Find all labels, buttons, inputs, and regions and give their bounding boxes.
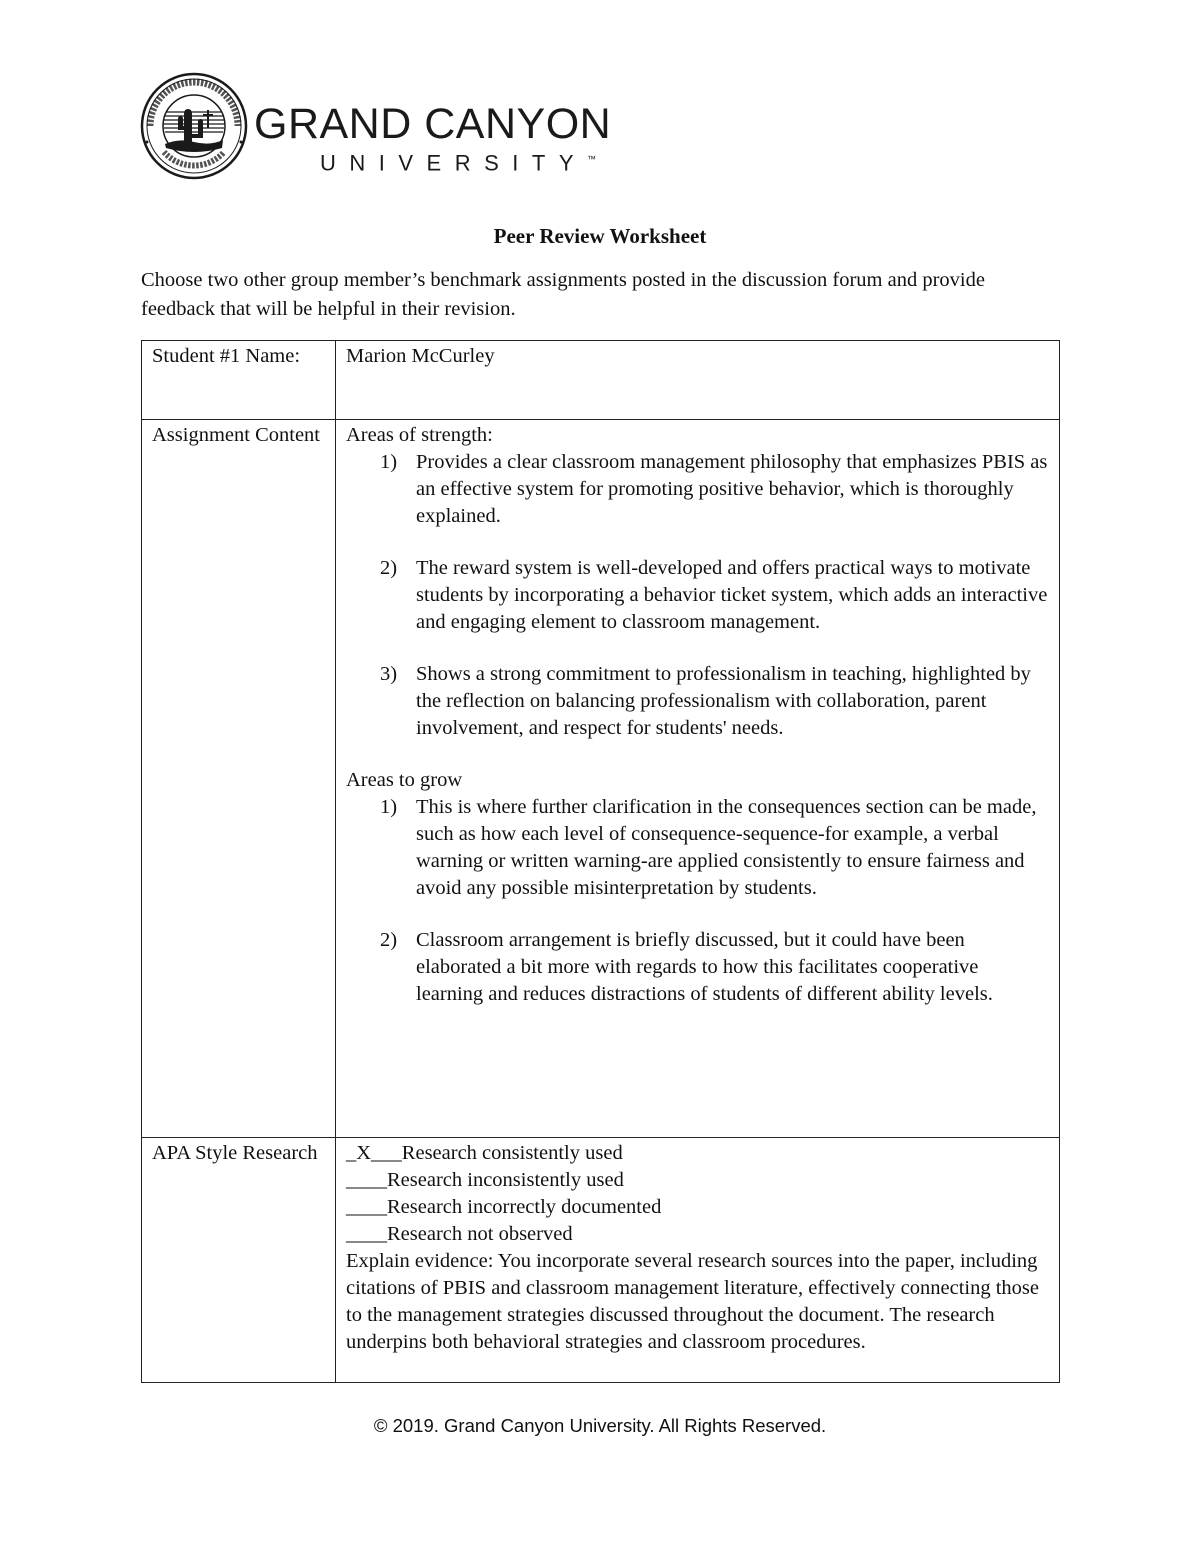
- university-logo: [140, 72, 620, 182]
- peer-review-table: [141, 340, 1060, 1383]
- logo-subtitle: [254, 146, 611, 176]
- strengths-list: [346, 449, 1049, 742]
- strengths-heading: Areas of strength:: [346, 424, 493, 446]
- university-seal-icon: [140, 72, 248, 180]
- list-text: Classroom arrangement is briefly discussed, but it could have been elaborated a bit more with regards to how this facilitates cooperative learning and reduces distractions of students of different ability levels.: [416, 929, 993, 1005]
- grow-list: [346, 794, 1049, 1008]
- assignment-content-cell: [336, 420, 1060, 1138]
- list-spacer: [346, 902, 1049, 927]
- list-text: The reward system is well-developed and offers practical ways to motivate students by incorporating a behavior ticket system, which adds an interactive and engaging element to classroom management.: [416, 557, 1048, 633]
- grow-heading: Areas to grow: [346, 769, 463, 791]
- list-number: 3): [380, 663, 398, 685]
- strength-item: [346, 661, 1049, 742]
- list-number: 2): [380, 929, 398, 951]
- list-number: 1): [380, 796, 398, 818]
- research-option: ____Research not observed: [346, 1223, 573, 1245]
- list-text: This is where further clarification in the consequences section can be made, such as how each level of consequence-sequence-for example, a verbal warning or written warning-are applied consistently to ensure fairness and avoid any possible misinterpretation by students.: [416, 796, 1037, 899]
- assignment-content-row: [142, 420, 1060, 1138]
- copyright-footer: © 2019. Grand Canyon University. All Rights Reserved.: [373, 1415, 827, 1436]
- apa-research-cell: [336, 1138, 1060, 1383]
- strength-item: [346, 555, 1049, 636]
- university-wordmark: [254, 102, 611, 176]
- section-spacer: [346, 742, 1049, 767]
- logo-sub-text: UNIVERSITY: [320, 150, 588, 176]
- grow-item: [346, 927, 1049, 1008]
- student-name-label: Student #1 Name:: [142, 341, 336, 420]
- apa-research-label: APA Style Research: [142, 1138, 336, 1383]
- apa-research-row: [142, 1138, 1060, 1383]
- assignment-content-label: Assignment Content: [142, 420, 336, 1138]
- list-text: Shows a strong commitment to professionalism in teaching, highlighted by the reflection on balancing professionalism with collaboration, parent involvement, and respect for students' needs.: [416, 663, 1031, 739]
- research-option: ____Research inconsistently used: [346, 1169, 624, 1191]
- list-spacer: [346, 636, 1049, 661]
- research-option: _X___Research consistently used: [346, 1142, 623, 1164]
- list-spacer: [346, 530, 1049, 555]
- list-text: Provides a clear classroom management philosophy that emphasizes PBIS as an effective system for promoting positive behavior, which is thoroughly explained.: [416, 451, 1048, 527]
- list-number: 2): [380, 557, 398, 579]
- trademark-symbol: ™: [587, 154, 597, 164]
- intro-paragraph: Choose two other group member’s benchmark assignments posted in the discussion forum and provide feedback that will be helpful in their revision.: [141, 269, 985, 320]
- research-evidence: Explain evidence: You incorporate several research sources into the paper, including citations of PBIS and classroom management literature, effectively connecting those to the management strategies discussed throughout the document. The research underpins both behavioral strategies and classroom procedures.: [346, 1250, 1039, 1353]
- list-number: 1): [380, 451, 398, 473]
- grow-item: [346, 794, 1049, 902]
- research-option: ____Research incorrectly documented: [346, 1196, 662, 1218]
- strength-item: [346, 449, 1049, 530]
- student-name-value: Marion McCurley: [336, 341, 1060, 420]
- logo-name: GRAND CANYON: [254, 100, 612, 148]
- page-title: Peer Review Worksheet: [493, 224, 707, 248]
- student-name-row: [142, 341, 1060, 420]
